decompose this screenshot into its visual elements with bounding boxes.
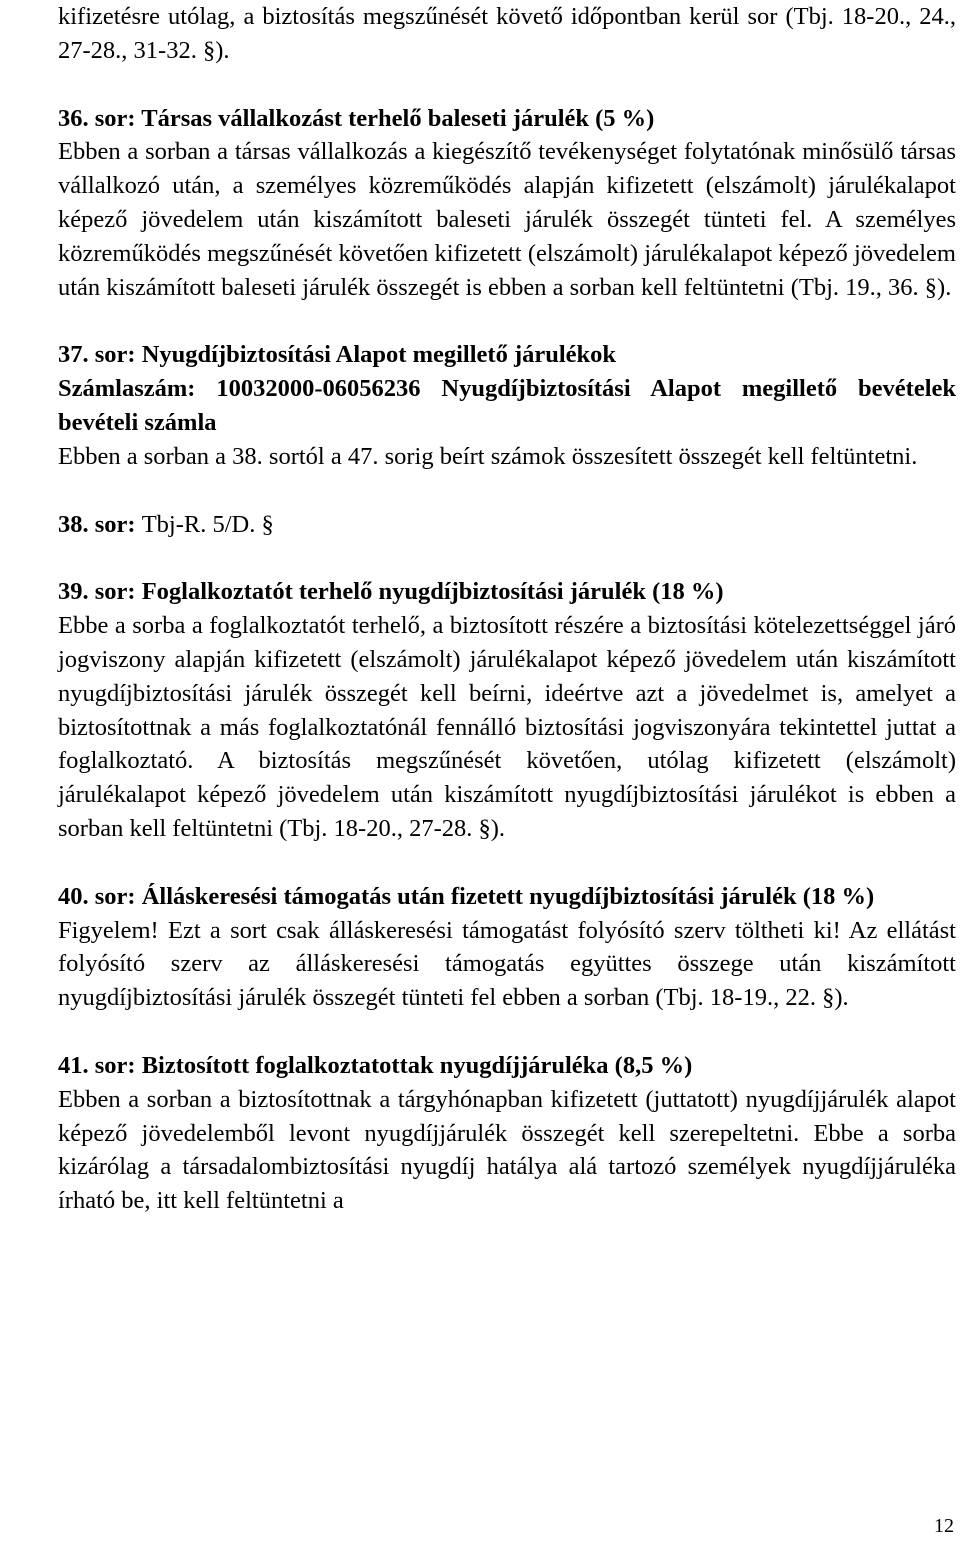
section-38-line (58, 508, 956, 542)
section-39-body: Ebbe a sorba a foglalkoztatót terhelő, a biztosított részére a biztosítási kötelezettséggel járó jogviszony alapján kifizetett (elszámolt) járulékalapot képező jövedelem után kiszámított nyugdíjbiztosítási járulék összegét kell beírni, ideértve azt a jövedelmet is, amelyet a biztosítottnak a más foglalkoztatónál fennálló biztosítási jogviszonyára tekintettel juttat a foglalkoztató. A biztosítás megszűnését követően, utólag kifizetett (elszámolt) járulékalapot képező jövedelem után kiszámított nyugdíjbiztosítási járulékot is ebben a sorban kell feltüntetni (Tbj. 18-20., 27-28. §). (58, 612, 956, 842)
spacer (58, 304, 956, 338)
section-39-title: 39. sor: Foglalkoztatót terhelő nyugdíjbiztosítási járulék (18 %) (58, 578, 724, 606)
section-41-body: Ebben a sorban a biztosítottnak a tárgyhónapban kifizetett (juttatott) nyugdíjjárulék alapot képező jövedelemből levont nyugdíjjárulék összegét kell szerepeltetni. Ebbe a sorba kizárólag a társadalombiztosítási nyugdíj hatálya alá tartozó személyek nyugdíjjáruléka írható be, itt kell feltüntetni a (58, 1085, 956, 1215)
section-40-title: 40. sor: Álláskeresési támogatás után fizetett nyugdíjbiztosítási járulék (18 %) (58, 882, 875, 910)
section-39 (58, 575, 956, 845)
section-36-title: 36. sor: Társas vállalkozást terhelő baleseti járulék (5 %) (58, 104, 655, 132)
section-37-body: Ebben a sorban a 38. sortól a 47. sorig beírt számok összesített összegét kell feltüntetni. (58, 442, 918, 470)
section-37-title: 37. sor: Nyugdíjbiztosítási Alapot megillető járulékok (58, 341, 617, 369)
spacer (58, 68, 956, 102)
section-40-body: Figyelem! Ezt a sort csak álláskeresési támogatást folyósító szerv töltheti ki! Az ellátást folyósító szerv az álláskeresési támogatás együttes összege után kiszámított nyugdíjbiztosítási járulék összegét tünteti fel ebben a sorban (Tbj. 18-19., 22. §). (58, 916, 956, 1012)
section-38 (58, 508, 956, 542)
section-37 (58, 338, 956, 473)
section-38-title: 38. sor: (58, 510, 142, 538)
section-37-account: Számlaszám: 10032000-06056236 Nyugdíjbiztosítási Alapot megillető bevételek bevételi számla (58, 375, 956, 436)
section-38-body: Tbj-R. 5/D. § (141, 510, 274, 538)
spacer (58, 541, 956, 575)
spacer (58, 474, 956, 508)
document-page (58, 0, 956, 1218)
page-number: 12 (934, 1515, 954, 1537)
section-36 (58, 102, 956, 305)
intro-paragraph: kifizetésre utólag, a biztosítás megszűnését követő időpontban kerül sor (Tbj. 18-20., 24., 27-28., 31-32. §). (58, 3, 956, 64)
section-36-body: Ebben a sorban a társas vállalkozás a kiegészítő tevékenységet folytatónak minősülő társas vállalkozó után, a személyes közreműködés alapján kifizetett (elszámolt) járulékalapot képező jövedelem után kiszámított baleseti járulék összegét tünteti fel. A személyes közreműködés megszűnését követően kifizetett (elszámolt) járulékalapot képező jövedelem után kiszámított baleseti járulék összegét is ebben a sorban kell feltüntetni (Tbj. 19., 36. §). (58, 138, 956, 301)
spacer (58, 846, 956, 880)
spacer (58, 1015, 956, 1049)
section-41-title: 41. sor: Biztosított foglalkoztatottak nyugdíjjáruléka (8,5 %) (58, 1051, 693, 1079)
section-41 (58, 1049, 956, 1218)
section-40 (58, 880, 956, 1015)
